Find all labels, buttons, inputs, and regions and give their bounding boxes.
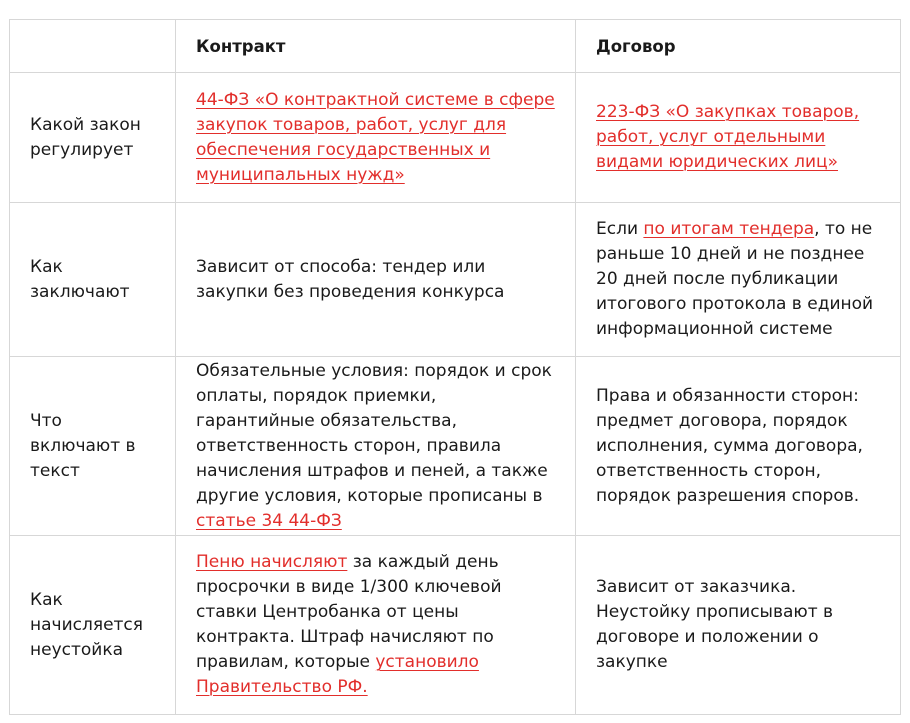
cell-agreement-penalty: Зависит от заказчика. Неустойку прописывают в договоре и положении о закупке (576, 536, 901, 715)
header-contract: Контракт (176, 20, 576, 73)
link-44-fz[interactable]: 44-ФЗ «О контрактной системе в сфере закупок товаров, работ, услуг для обеспечения государственных и муниципальных нужд» (196, 89, 555, 185)
row-label-penalty: Как начисляется неустойка (10, 536, 176, 715)
cell-agreement-conclusion (576, 203, 901, 357)
cell-contract-conclusion: Зависит от способа: тендер или закупки без проведения конкурса (176, 203, 576, 357)
link-penalty-accrual[interactable]: Пеню начисляют (196, 552, 348, 572)
link-article-34[interactable]: статье 34 44-ФЗ (196, 510, 342, 531)
cell-contract-penalty (176, 536, 576, 715)
cell-agreement-contents: Права и обязанности сторон: предмет договора, порядок исполнения, сумма договора, ответственность сторон, порядок разрешения споров. (576, 357, 901, 536)
header-agreement: Договор (576, 20, 901, 73)
row-label-contents: Что включают в текст (10, 357, 176, 536)
table-header-row (10, 20, 901, 73)
link-tender-results[interactable]: по итогам тендера (643, 219, 815, 239)
table-row-contents (10, 357, 901, 536)
table-row-law (10, 73, 901, 203)
cell-contract-contents (176, 357, 576, 536)
comparison-table (9, 19, 901, 715)
text-fragment: Если (596, 219, 644, 239)
table-row-conclusion (10, 203, 901, 357)
text-fragment: за каждый день просрочки в виде 1/300 ключевой ставки Центробанка от цены контракта. Штраф начисляют по правилам, которые (196, 552, 502, 672)
header-empty-cell (10, 20, 176, 73)
cell-agreement-law (576, 73, 901, 203)
link-223-fz[interactable]: 223-ФЗ «О закупках товаров, работ, услуг отдельными видами юридических лиц» (596, 102, 860, 172)
text-fragment: , то не раньше 10 дней и не позднее 20 дней после публикации итогового протокола в единой информационной системе (596, 219, 874, 339)
text-fragment: Обязательные условия: порядок и срок оплаты, порядок приемки, гарантийные обязательства, ответственность сторон, правила начисления штрафов и пеней, а также другие условия, которые прописаны в (196, 360, 552, 506)
table-row-penalty (10, 536, 901, 715)
row-label-conclusion: Как заключают (10, 203, 176, 357)
row-label-law: Какой закон регулирует (10, 73, 176, 203)
link-government-rules[interactable]: установило Правительство РФ. (196, 652, 479, 697)
cell-contract-law (176, 73, 576, 203)
